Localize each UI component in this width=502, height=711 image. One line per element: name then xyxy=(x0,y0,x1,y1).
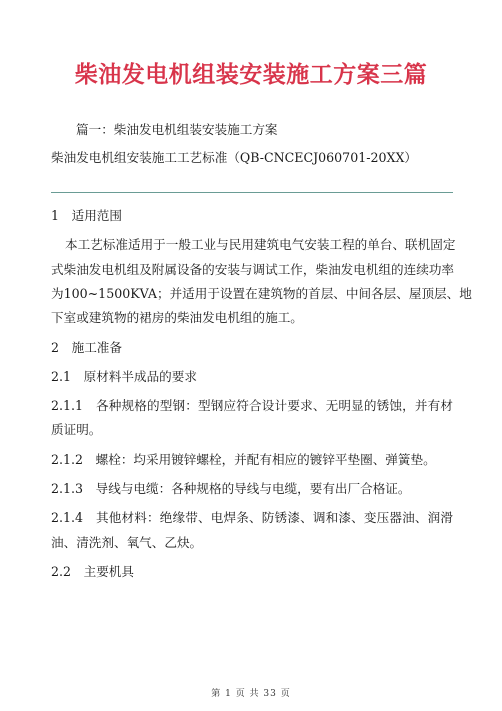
section1-line-4: 下室或建筑物的裙房的柴油发电机组的施工。 xyxy=(51,310,303,325)
item-2-1-2: 2.1.2 螺栓：均采用镀锌螺栓，并配有相应的镀锌平垫圈、弹簧垫。 xyxy=(51,452,436,467)
item-2-1-1-line-1: 2.1.1 各种规格的型钢：型钢应符合设计要求、无明显的锈蚀，并有材 xyxy=(51,398,453,413)
subtitle: 篇一：柴油发电机组装安装施工方案 xyxy=(76,122,278,137)
section2-heading: 2 施工准备 xyxy=(51,340,122,355)
divider-rule xyxy=(51,192,453,193)
item-2-1-1-line-2: 质证明。 xyxy=(51,422,102,437)
section1-line-2: 式柴油发电机组及附属设备的安装与调试工作，柴油发电机组的连续功率 xyxy=(51,262,454,277)
standard-line: 柴油发电机组安装施工工艺标准（QB-CNCECJ060701-20XX） xyxy=(51,150,418,165)
section2-1-heading: 2.1 原材料半成品的要求 xyxy=(51,369,197,384)
item-2-1-3: 2.1.3 导线与电缆：各种规格的导线与电缆，要有出厂合格证。 xyxy=(51,481,411,496)
section1-line-1: 本工艺标准适用于一般工业与民用建筑电气安装工程的单台、联机固定 xyxy=(65,237,456,252)
section1-heading: 1 适用范围 xyxy=(51,208,122,223)
section1-line-3: 为100~1500KVA；并适用于设置在建筑物的首层、中间各层、屋顶层、地 xyxy=(51,286,472,301)
item-2-1-4-line-1: 2.1.4 其他材料：绝缘带、电焊条、防锈漆、调和漆、变压器油、润滑 xyxy=(51,510,453,525)
document-title: 柴油发电机组装安装施工方案三篇 xyxy=(74,62,428,88)
page-footer: 第 1 页 共 33 页 xyxy=(211,689,291,699)
section2-2-heading: 2.2 主要机具 xyxy=(51,564,134,579)
item-2-1-4-line-2: 油、清洗剂、氧气、乙炔。 xyxy=(51,535,203,550)
